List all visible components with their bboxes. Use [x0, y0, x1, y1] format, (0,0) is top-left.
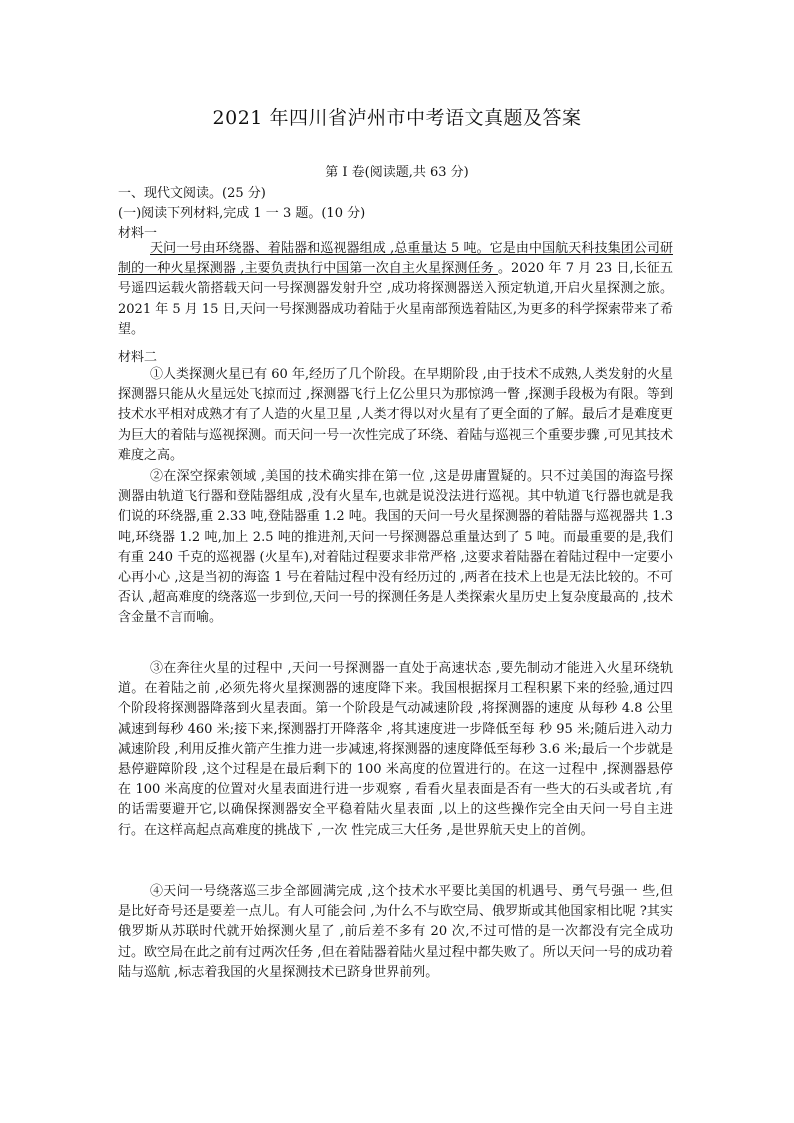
material-2-paragraph-3: ③在奔往火星的过程中 ,天问一号探测器一直处于高速状态 ,要先制动才能进入火星环绕轨道。在着陆之前 ,必须先将火星探测器的速度降下来。我国根据探月工程积累下来的经验,通过四个阶段将探测器降落到火星表面。第一个阶段是气动减速阶段 ,将探测器的速度 从每秒 4.8 公里减速到每秒 460 米;接下来,探测器打开降落伞 ,将其速度进一步降低至每 秒 95 米;随后进入动力减速阶段 ,利用反推火箭产生推力进一步减速,将探测器的速度降低至每秒 3.6 米;最后一个步就是悬停避障阶段 ,这个过程是在最后剩下的 100 米高度的位置进行的。在这一过程中 ,探测器悬停在 100 米高度的位置对火星表面进行进一步观察 , 看看火星表面是否有一些大的石头或者坑 ,有的话需要避开它,以确保探测器安全平稳着陆火星表面 ,以上的这些操作完全由天问一号自主进行。在这样高起点高难度的挑战下 ,一次 性完成三大任务 ,是世界航天史上的首例。: [118, 661, 673, 838]
material-1-text: 。2020 年 7 月 23 日,长征五号遥四运载火箭搭载天问一号探测器发射升空 ,成功将探测器送入预定轨道,开启火星探测之旅。 2021 年 5 月 15 日,天问一号探测器成功着陆于火星南部预选着陆区,为更多的科学探索带来了希望。: [118, 261, 673, 337]
material-1-paragraph: [118, 239, 673, 340]
material-2-label: 材料二: [118, 350, 158, 365]
material-2-paragraph-1: ①人类探测火星已有 60 年,经历了几个阶段。在早期阶段 ,由于技术不成熟,人类发射的火星探测器只能从火星远处飞掠而过 ,探测器飞行上亿公里只为那惊鸿一瞥 ,探测手段极为有限。等到技术水平相对成熟才有了人造的火星卫星 ,人类才得以对火星有了更全面的了解。最后才是难度更为巨大的着陆与巡视探测。而天问一号一次性完成了环绕、着陆与巡视三个重要步骤 ,可见其技术难度之高。: [118, 367, 673, 463]
section-header: 第 I 卷(阅读题,共 63 分): [325, 165, 469, 180]
part-heading: 一、现代文阅读。(25 分): [118, 186, 266, 201]
material-1-underlined-text: 天问一号由环绕器、着陆器和巡视器组成 ,总重量达 5 吨。它是由中国航天科技集团公司研制的一种火星探测器 ,主要负责执行中国第一次自主火星探测任务: [118, 241, 673, 277]
document-title: 2021 年四川省泸州市中考语文真题及答案: [212, 107, 582, 129]
material-2-paragraph-2: ②在深空探索领域 ,美国的技术确实排在第一位 ,这是毋庸置疑的。只不过美国的海盗号探测器由轨道飞行器和登陆器组成 ,没有火星车,也就是说没法进行巡视。其中轨道飞行器也就是我们说的环绕器,重 2.33 吨,登陆器重 1.2 吨。我国的天问一号火星探测器的着陆器与巡视器共 1.3 吨,环绕器 1.2 吨,加上 2.5 吨的推进剂,天问一号探测器总重量达到了 5 吨。而最重要的是,我们有重 240 千克的巡视器 (火星车),对着陆过程要求非常严格 ,这要求着陆器在着陆过程中一定要小心再小心 ,这是当初的海盗 1 号在着陆过程中没有经历过的 ,两者在技术上也是无法比较的。不可否认 ,超高难度的绕落巡一步到位,天问一号的探测任务是人类探索火星历史上复杂度最高的 ,技术含金量不言而喻。: [118, 469, 673, 626]
material-1-label: 材料一: [118, 226, 158, 241]
subpart-heading: (一)阅读下列材料,完成 1 一 3 题。(10 分): [118, 206, 366, 221]
material-2-paragraph-4: ④天问一号绕落巡三步全部圆满完成 ,这个技术水平要比美国的机遇号、勇气号强一 些,但是比好奇号还是要差一点儿。有人可能会问 ,为什么不与欧空局、俄罗斯或其他国家相比呢 ?其实俄罗斯从苏联时代就开始探测火星了 ,前后差不多有 20 次,不过可惜的是一次都没有完全成功过。欧空局在此之前有过两次任务 ,但在着陆器着陆火星过程中都失败了。所以天问一号的成功着陆与巡航 ,标志着我国的火星探测技术已跻身世界前列。: [118, 884, 673, 980]
